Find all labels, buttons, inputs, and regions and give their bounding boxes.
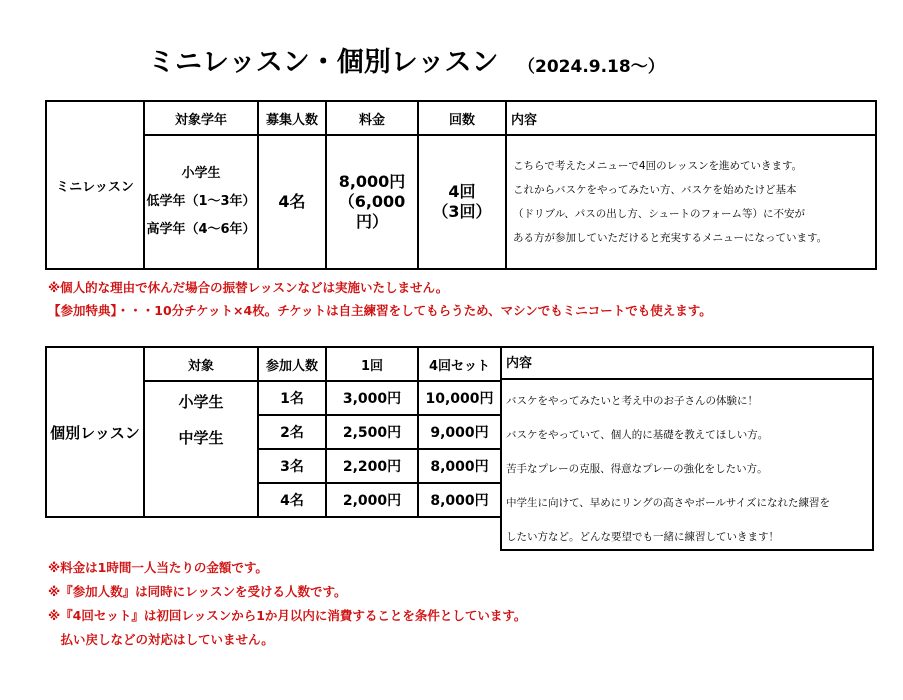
content-line: ある方が参加していただけると充実するメニューになっています。 bbox=[513, 232, 828, 244]
note-price: ※料金は1時間一人当たりの金額です。 bbox=[48, 560, 268, 575]
single-price-2: 2,500円 bbox=[326, 415, 418, 449]
content-line: （ドリブル、パスの出し方、シュートのフォーム等）に不安が bbox=[513, 208, 806, 220]
target-cell bbox=[144, 381, 258, 517]
private-content-header: 内容 bbox=[502, 348, 872, 380]
note-makeup: ※個人的な理由で休んだ場合の振替レッスンなどは実施いたしません。 bbox=[48, 280, 449, 295]
header-price: 料金 bbox=[326, 101, 418, 135]
target-junior-high: 中学生 bbox=[178, 429, 224, 447]
header-people: 参加人数 bbox=[258, 347, 326, 381]
people-4: 4名 bbox=[258, 483, 326, 517]
private-content-box bbox=[500, 346, 874, 551]
content-line: これからバスケをやってみたい方、バスケを始めたけど基本 bbox=[513, 184, 797, 196]
header-target: 対象 bbox=[144, 347, 258, 381]
grade-cell bbox=[144, 135, 258, 269]
header-set: 4回セット bbox=[418, 347, 501, 381]
mini-content bbox=[506, 135, 876, 269]
content-line: したい方など。どんな要望でも一緒に練習していきます！ bbox=[506, 531, 779, 543]
price-cell bbox=[326, 135, 418, 269]
set-price-4: 8,000円 bbox=[418, 483, 501, 517]
header-grade: 対象学年 bbox=[144, 101, 258, 135]
effective-date: （2024.9.18～） bbox=[518, 57, 665, 77]
content-line: 苦手なプレーの克服、得意なプレーの強化をしたい方。 bbox=[506, 463, 768, 475]
single-price-1: 3,000円 bbox=[326, 381, 418, 415]
price-value: 8,000円 bbox=[338, 172, 406, 191]
private-lesson-table bbox=[45, 346, 502, 518]
content-line: バスケをやってみたいと考え中のお子さんの体験に！ bbox=[506, 395, 758, 407]
header-content: 内容 bbox=[506, 101, 876, 135]
count-cell bbox=[418, 135, 506, 269]
content-line: こちらで考えたメニューで4回のレッスンを進めていきます。 bbox=[513, 160, 803, 172]
grade-upper: 高学年（4～6年） bbox=[146, 222, 256, 237]
people-1: 1名 bbox=[258, 381, 326, 415]
count-alt-value: （3回） bbox=[432, 202, 492, 221]
header-capacity: 募集人数 bbox=[258, 101, 326, 135]
content-line: バスケをやっていて、個人的に基礎を教えてほしい方。 bbox=[506, 429, 769, 441]
private-lesson-name: 個別レッスン bbox=[46, 347, 144, 517]
single-price-4: 2,000円 bbox=[326, 483, 418, 517]
target-elementary: 小学生 bbox=[178, 393, 224, 411]
mini-lesson-name: ミニレッスン bbox=[46, 101, 144, 269]
grade-lower: 低学年（1～3年） bbox=[146, 194, 256, 209]
note-bonus: 【参加特典】・・・10分チケット×4枚。チケットは自主練習をしてもらうため、マシンでもミニコートでも使えます。 bbox=[48, 303, 712, 318]
page-title: ミニレッスン・個別レッスン bbox=[148, 47, 499, 78]
people-2: 2名 bbox=[258, 415, 326, 449]
note-set: ※『4回セット』は初回レッスンから1か月以内に消費することを条件としています。 bbox=[48, 608, 527, 623]
set-price-2: 9,000円 bbox=[418, 415, 501, 449]
note-people: ※『参加人数』は同時にレッスンを受ける人数です。 bbox=[48, 584, 347, 599]
grade-elementary: 小学生 bbox=[181, 166, 221, 181]
capacity-value: 4名 bbox=[258, 135, 326, 269]
people-3: 3名 bbox=[258, 449, 326, 483]
single-price-3: 2,200円 bbox=[326, 449, 418, 483]
content-line: 中学生に向けて、早めにリングの高さやボールサイズになれた練習を bbox=[506, 497, 831, 509]
set-price-3: 8,000円 bbox=[418, 449, 501, 483]
count-value: 4回 bbox=[448, 182, 476, 201]
set-price-1: 10,000円 bbox=[418, 381, 501, 415]
header-single: 1回 bbox=[326, 347, 418, 381]
header-count: 回数 bbox=[418, 101, 506, 135]
price-alt-value: （6,000円） bbox=[338, 192, 406, 231]
note-refund: 払い戻しなどの対応はしていません。 bbox=[48, 632, 274, 647]
mini-lesson-table bbox=[45, 100, 877, 270]
